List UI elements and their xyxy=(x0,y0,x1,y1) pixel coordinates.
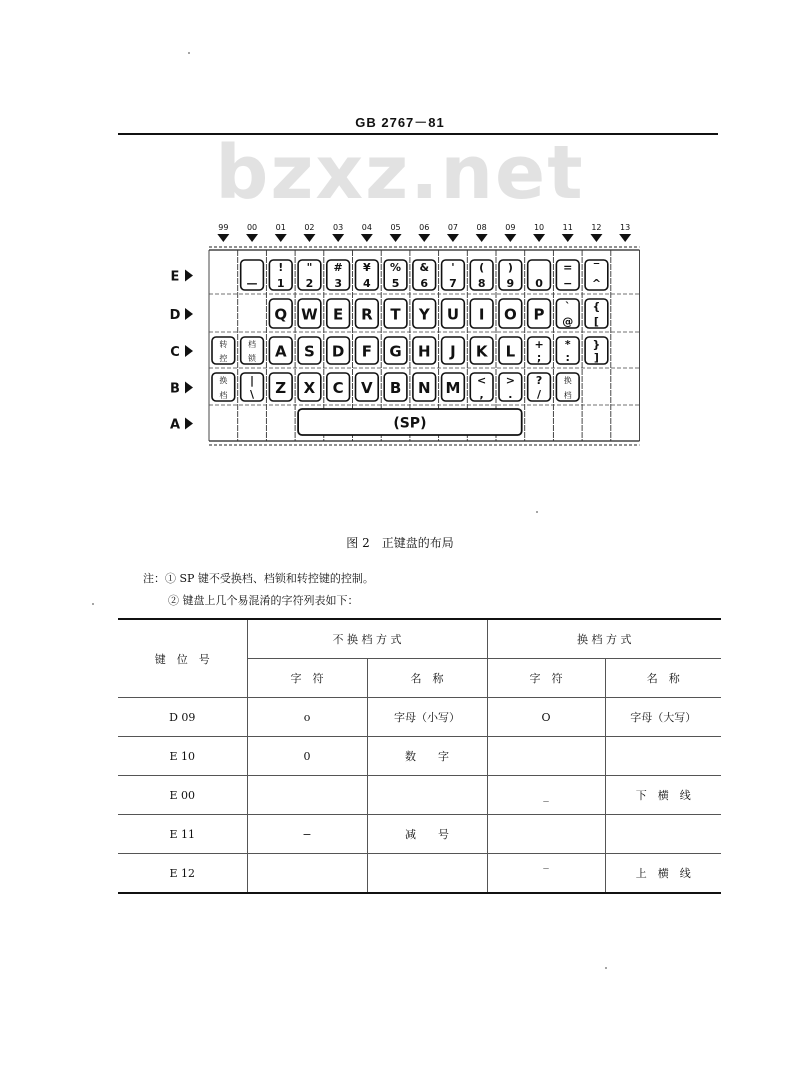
row-label: B xyxy=(170,381,180,397)
column-number: 09 xyxy=(505,223,516,232)
key-legend: I xyxy=(478,305,485,324)
cell-char-shift xyxy=(487,737,605,776)
key-lower-legend: 9 xyxy=(506,277,515,290)
key-lower-legend: — xyxy=(246,277,258,290)
key-upper-legend: 档 xyxy=(248,340,257,349)
key-lower-legend: 0 xyxy=(535,277,543,290)
key-legend: D xyxy=(331,342,345,361)
cell-name-shift xyxy=(605,737,721,776)
key-upper-legend: } xyxy=(592,338,601,351)
cell-name-unshift xyxy=(367,854,487,894)
row-arrow-icon xyxy=(185,345,193,357)
cell-name-unshift xyxy=(367,776,487,815)
key-legend: J xyxy=(450,342,456,361)
column-number: 99 xyxy=(218,223,229,232)
key-upper-legend: < xyxy=(477,374,487,387)
key-lower-legend: / xyxy=(537,388,542,401)
header-unshift-mode: 不 换 档 方 式 xyxy=(247,619,487,659)
table-header-row xyxy=(118,619,721,659)
key-legend: K xyxy=(475,342,488,361)
column-arrow-icon xyxy=(275,234,287,242)
key-legend: Z xyxy=(275,379,287,397)
column-number: 07 xyxy=(447,223,459,232)
key-legend: O xyxy=(503,305,517,324)
table-row xyxy=(118,737,721,776)
cell-name-shift xyxy=(605,815,721,854)
key-upper-legend: " xyxy=(306,261,313,274)
space-bar-legend: (SP) xyxy=(393,415,427,432)
key-legend: E xyxy=(333,305,344,324)
row-label: E xyxy=(170,269,180,285)
row-arrow-icon xyxy=(185,418,193,430)
key-legend: F xyxy=(361,342,372,361)
header-key-position: 键 位 号 xyxy=(154,652,210,666)
row-arrow-icon xyxy=(185,270,193,282)
column-number: 06 xyxy=(419,223,430,232)
column-arrow-icon xyxy=(361,234,373,242)
row-label: D xyxy=(169,308,181,323)
subheader-name-1: 名 称 xyxy=(367,659,487,698)
confusable-characters-table xyxy=(118,618,721,894)
key-lower-legend: , xyxy=(479,388,484,401)
key-lower-legend: 8 xyxy=(477,277,486,290)
key-legend: X xyxy=(303,379,316,397)
key-lower-legend: 3 xyxy=(334,277,342,290)
key-legend: C xyxy=(332,379,344,397)
column-arrow-icon xyxy=(303,234,315,242)
key-lower-legend: ^ xyxy=(591,277,602,290)
cell-key: D 09 xyxy=(118,698,247,737)
key-lower-legend: . xyxy=(508,388,513,401)
key-lower-legend: 锁 xyxy=(248,354,257,363)
key-upper-legend: # xyxy=(333,261,343,274)
column-arrow-icon xyxy=(562,234,574,242)
key-upper-legend: { xyxy=(592,300,601,313)
key-legend: M xyxy=(445,379,461,397)
cell-char-shift: _ xyxy=(487,776,605,815)
key-upper-legend: * xyxy=(564,338,571,351)
subheader-char-1: 字 符 xyxy=(247,659,367,698)
key-legend: G xyxy=(389,342,402,361)
key-upper-legend: ) xyxy=(507,261,513,274)
row-label: C xyxy=(170,345,180,360)
key-upper-legend: 转 xyxy=(219,340,228,349)
table-row xyxy=(118,815,721,854)
column-number: 11 xyxy=(562,223,573,232)
key-lower-legend: [ xyxy=(593,315,599,328)
key-legend: R xyxy=(361,305,373,324)
cell-char-shift: O xyxy=(487,698,605,737)
key-upper-legend: > xyxy=(505,374,515,387)
scan-speck xyxy=(536,511,538,513)
keyboard-diagram xyxy=(0,0,800,470)
key-lower-legend: 档 xyxy=(563,391,572,400)
key-lower-legend: : xyxy=(565,351,570,364)
key-legend: Q xyxy=(274,305,288,324)
note-1: 注：① SP 键不受换档、档锁和转控键的控制。 xyxy=(143,572,374,585)
key-lower-legend: ; xyxy=(536,351,542,364)
key-legend: W xyxy=(301,305,318,324)
row-arrow-icon xyxy=(185,308,193,320)
cell-name-unshift: 字母（小写） xyxy=(367,698,487,737)
key-lower-legend: 控 xyxy=(219,354,228,363)
key-upper-legend: 换 xyxy=(219,376,228,385)
column-arrow-icon xyxy=(418,234,430,242)
column-arrow-icon xyxy=(390,234,402,242)
subheader-name-2: 名 称 xyxy=(605,659,721,698)
scan-speck xyxy=(605,967,607,969)
row-label: A xyxy=(169,417,181,433)
key-lower-legend: 1 xyxy=(276,277,285,290)
column-arrow-icon xyxy=(533,234,545,242)
column-number: 08 xyxy=(476,223,487,232)
key-legend: B xyxy=(389,379,402,397)
key-upper-legend: % xyxy=(390,261,402,274)
key-lower-legend: 4 xyxy=(363,277,371,290)
cell-name-unshift: 数 字 xyxy=(367,737,487,776)
key-legend: V xyxy=(361,379,373,397)
key-upper-legend: ¥ xyxy=(363,261,371,274)
key-lower-legend: ] xyxy=(593,351,599,364)
cell-key: E 00 xyxy=(118,776,247,815)
cell-key: E 10 xyxy=(118,737,247,776)
cell-char-unshift xyxy=(247,854,367,894)
cell-char-unshift: o xyxy=(247,698,367,737)
column-number: 13 xyxy=(620,223,631,232)
column-number: 05 xyxy=(390,223,401,232)
figure-caption: 图 2 正键盘的布局 xyxy=(346,536,454,550)
cell-name-shift: 下 横 线 xyxy=(605,776,721,815)
key-legend: Y xyxy=(418,305,430,324)
row-arrow-icon xyxy=(185,382,193,394)
key-upper-legend: ( xyxy=(479,261,485,274)
scan-speck xyxy=(92,603,94,605)
header-shift-mode: 换 档 方 式 xyxy=(487,619,721,659)
column-arrow-icon xyxy=(246,234,258,242)
key-legend: U xyxy=(446,305,460,324)
key-lower-legend: @ xyxy=(562,315,574,328)
key-upper-legend: = xyxy=(563,261,573,274)
watermark: bzxz.net xyxy=(215,130,585,216)
key-lower-legend: 7 xyxy=(449,277,457,290)
key-upper-legend: ‾ xyxy=(593,261,600,274)
key-legend: P xyxy=(533,305,545,324)
cell-key: E 12 xyxy=(118,854,247,894)
key-upper-legend: & xyxy=(419,261,430,274)
column-arrow-icon xyxy=(476,234,488,242)
cell-char-shift: ‾ xyxy=(487,854,605,894)
key-lower-legend: 2 xyxy=(305,277,314,290)
key-lower-legend: 档 xyxy=(219,391,228,400)
key-legend: L xyxy=(505,342,516,361)
column-number: 12 xyxy=(591,223,602,232)
note-2: ② 键盘上几个易混淆的字符列表如下： xyxy=(168,594,359,607)
key-legend: N xyxy=(417,379,431,397)
key-upper-legend: ` xyxy=(565,300,571,313)
cell-char-unshift: − xyxy=(247,815,367,854)
cell-char-unshift xyxy=(247,776,367,815)
standard-number-header: GB 2767－81 xyxy=(355,115,445,130)
key-upper-legend: ? xyxy=(535,374,543,387)
column-number: 03 xyxy=(333,223,344,232)
subheader-char-2: 字 符 xyxy=(487,659,605,698)
table-row xyxy=(118,698,721,737)
column-number: 02 xyxy=(304,223,315,232)
key-upper-legend: + xyxy=(534,338,544,351)
key-lower-legend: \ xyxy=(250,388,255,401)
key-upper-legend: ' xyxy=(451,261,455,274)
key-legend: H xyxy=(417,342,431,361)
column-number: 04 xyxy=(361,223,372,232)
key-legend: A xyxy=(274,342,287,361)
cell-char-unshift: 0 xyxy=(247,737,367,776)
key-upper-legend: ! xyxy=(278,261,284,274)
key-lower-legend: − xyxy=(563,277,573,290)
column-arrow-icon xyxy=(332,234,344,242)
column-number: 10 xyxy=(533,223,545,232)
key-legend: T xyxy=(390,305,401,324)
column-number: 00 xyxy=(246,223,258,232)
scan-speck xyxy=(188,52,190,54)
cell-name-shift: 字母（大写） xyxy=(605,698,721,737)
key-lower-legend: 6 xyxy=(420,277,429,290)
key-lower-legend: 5 xyxy=(391,277,400,290)
column-arrow-icon xyxy=(590,234,602,242)
key-upper-legend: 换 xyxy=(563,376,572,385)
cell-char-shift xyxy=(487,815,605,854)
column-arrow-icon xyxy=(504,234,516,242)
column-arrow-icon xyxy=(217,234,229,242)
cell-name-unshift: 减 号 xyxy=(367,815,487,854)
column-number: 01 xyxy=(275,223,286,232)
key-upper-legend: | xyxy=(250,374,255,387)
key-legend: S xyxy=(304,342,315,361)
table-row xyxy=(118,776,721,815)
cell-name-shift: 上 横 线 xyxy=(605,854,721,894)
column-arrow-icon xyxy=(619,234,631,242)
table-row xyxy=(118,854,721,894)
column-arrow-icon xyxy=(447,234,459,242)
cell-key: E 11 xyxy=(118,815,247,854)
